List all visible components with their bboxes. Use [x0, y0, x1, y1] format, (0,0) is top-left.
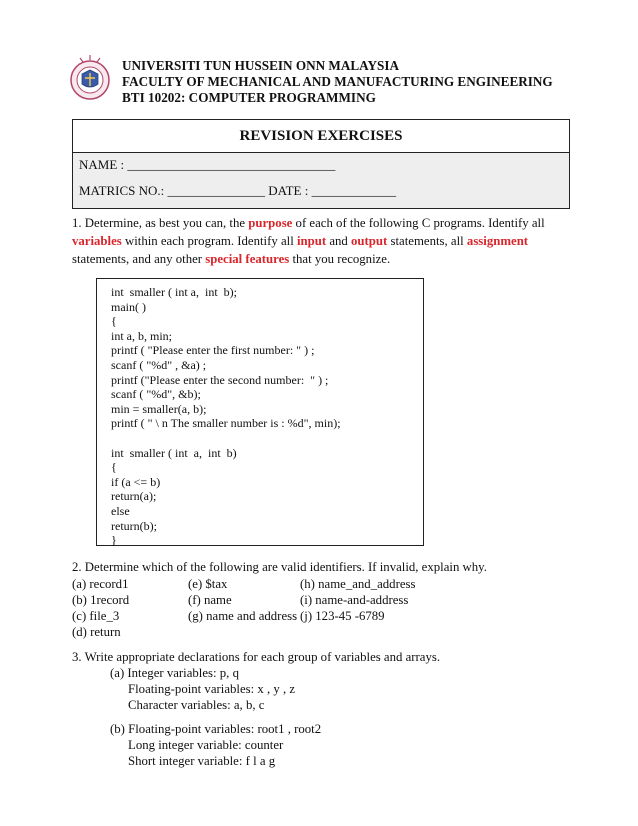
code-line: else: [111, 504, 130, 518]
code-line: scanf ( "%d" , &a) ;: [111, 358, 207, 372]
q3-b-line: Short integer variable: f l a g: [128, 754, 276, 768]
q1-line: [72, 214, 572, 232]
code-line: printf ("Please enter the second number: " ) ;: [111, 372, 329, 387]
code-line: int a, b, min;: [111, 328, 172, 343]
highlighted-term: input: [296, 234, 327, 248]
code-line: int smaller ( int a, int b);: [111, 285, 237, 299]
identifier-option: (g) name and address: [188, 609, 298, 623]
q1-text: statements, all: [387, 234, 467, 248]
q1-line: [72, 250, 572, 268]
q1-text: within each program. Identify all: [121, 234, 297, 248]
q3-a-line: Floating-point variables: x , y , z: [128, 682, 296, 696]
faculty-name: FACULTY OF MECHANICAL AND MANUFACTURING ENGINEERING: [122, 74, 553, 89]
q1-text: 1. Determine, as best you can, the: [72, 216, 249, 230]
identifier-option: (c) file_3: [72, 609, 120, 623]
q3-b-line: Long integer variable: counter: [128, 738, 284, 752]
q1-line: [72, 232, 572, 250]
highlighted-term: variables: [72, 234, 122, 248]
q3-a-line: Character variables: a, b, c: [128, 698, 265, 712]
q3-part-a: (a) Integer variables: p, q: [110, 666, 239, 680]
question-3-title: 3. Write appropriate declarations for each group of variables and arrays.: [72, 650, 441, 664]
identifier-option: (j) 123-45 -6789: [300, 609, 385, 623]
code-line: return(a);: [111, 489, 157, 504]
identifier-option: (h) name_and_address: [300, 577, 416, 591]
title-divider: [73, 152, 569, 153]
code-line: {: [111, 460, 117, 475]
code-line: min = smaller(a, b);: [111, 401, 207, 416]
code-line: scanf ( "%d", &b);: [111, 387, 201, 402]
highlighted-term: special features: [205, 252, 290, 266]
q1-text: that you recognize.: [289, 252, 391, 266]
q3-part-b: (b) Floating-point variables: root1 , root2: [110, 722, 322, 736]
code-box: [96, 278, 424, 546]
code-line: {: [111, 314, 117, 329]
q1-text: statements, and any other: [72, 252, 206, 266]
identifier-option: (a) record1: [72, 577, 129, 591]
name-field: NAME : ________________________________: [79, 157, 336, 172]
question-2-title: 2. Determine which of the following are valid identifiers. If invalid, explain why.: [72, 560, 487, 574]
identifier-option: (f) name: [188, 593, 232, 607]
identifier-option: (e) $tax: [188, 577, 228, 591]
code-line: printf ( " \ n The smaller number is : %d", min);: [111, 416, 341, 431]
question-1: [72, 214, 572, 268]
matrics-date-field: MATRICS NO.: _______________ DATE : _____________: [79, 183, 397, 198]
identifier-option: (d) return: [72, 625, 121, 639]
university-name: UNIVERSITI TUN HUSSEIN ONN MALAYSIA: [122, 58, 400, 73]
code-line: main( ): [111, 299, 146, 314]
identifier-option: (b) 1record: [72, 593, 130, 607]
q1-text: and: [326, 234, 352, 248]
revision-title: REVISION EXERCISES: [239, 128, 403, 144]
highlighted-term: purpose: [248, 216, 293, 230]
code-line: int smaller ( int a, int b): [111, 445, 237, 460]
identifier-option: (i) name-and-address: [300, 593, 409, 607]
code-line: return(b);: [111, 518, 157, 533]
code-line: if (a <= b): [111, 474, 161, 489]
code-line: }: [111, 533, 117, 548]
university-crest-icon: [68, 52, 112, 102]
course-title: BTI 10202: COMPUTER PROGRAMMING: [122, 90, 376, 105]
code-line: printf ( "Please enter the first number: " ) ;: [111, 343, 315, 358]
highlighted-term: assignment: [466, 234, 529, 248]
student-info-box: [72, 119, 570, 209]
q1-text: of each of the following C programs. Identify all: [292, 216, 545, 230]
highlighted-term: output: [351, 234, 388, 248]
